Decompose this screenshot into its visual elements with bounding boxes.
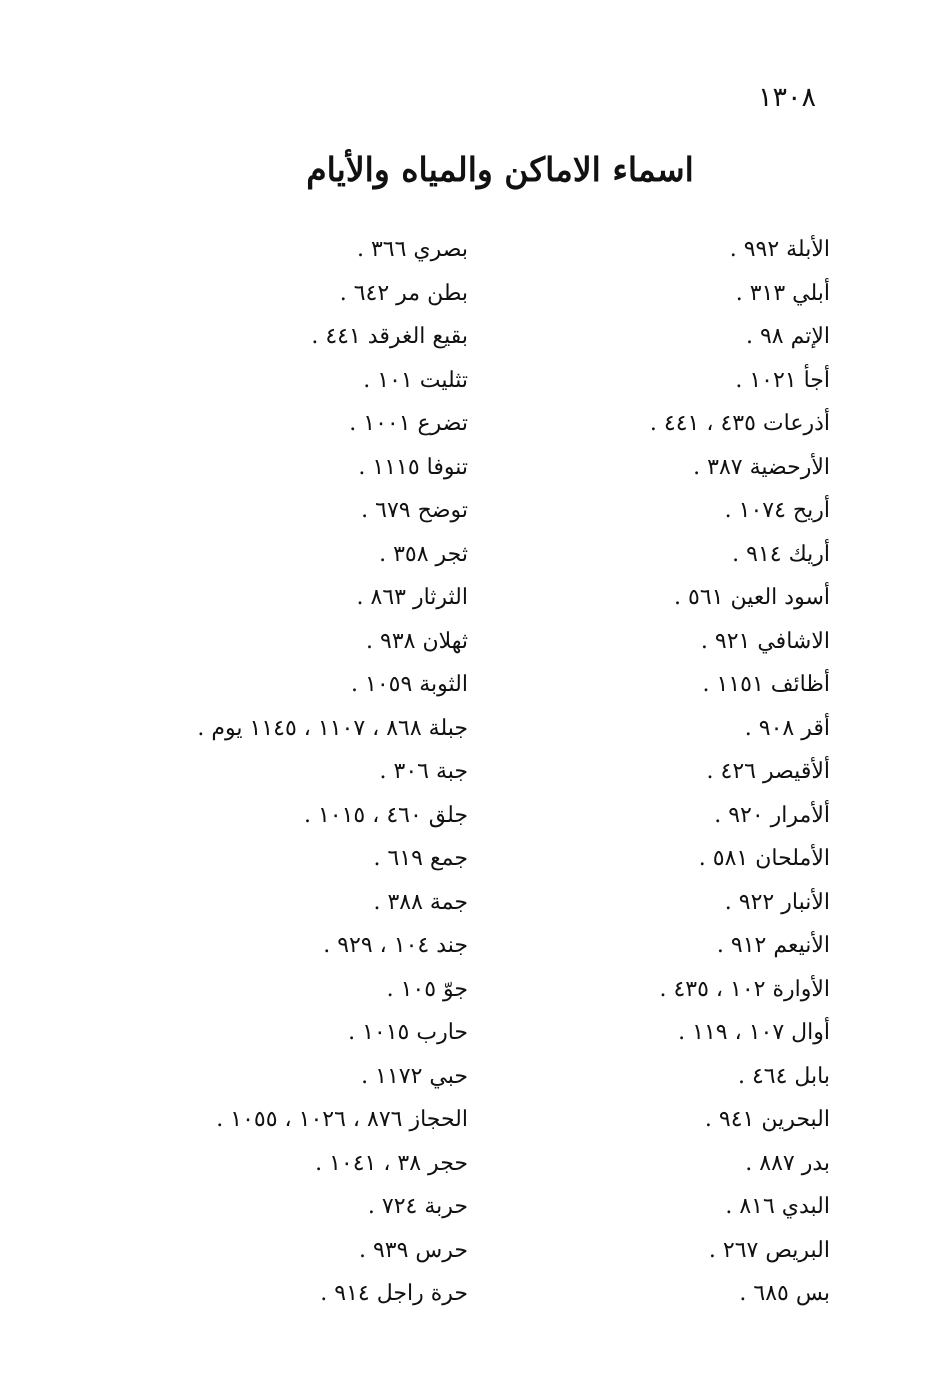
index-entry: أذرعات ٤٣٥ ، ٤٤١ . [649,411,830,436]
index-entry: الأنبار ٩٢٢ . [724,889,830,915]
index-entry: توضح ٦٧٩ . [361,498,468,523]
index-entry: تثليت ١٠١ . [363,367,468,393]
index-entry: جبلة ٨٦٨ ، ١١٠٧ ، ١١٤٥ يوم . [197,715,468,741]
index-entry: الثرثار ٨٦٣ . [356,585,468,610]
index-entry: الإتم ٩٨ . [745,324,830,349]
index-entry: ثجر ٣٥٨ . [379,541,468,567]
index-entry: البريص ٢٦٧ . [708,1237,830,1263]
index-entry: بدر ٨٨٧ . [745,1150,830,1176]
page-number: ١٣٠٨ [757,82,816,113]
index-entry: جلق ٤٦٠ ، ١٠١٥ . [303,802,468,828]
index-entry: الأنيعم ٩١٢ . [716,933,830,958]
index-entry: تنوفا ١١١٥ . [358,454,468,480]
index-entry: أقر ٩٠٨ . [744,715,830,741]
index-entry: الأرحضية ٣٨٧ . [693,454,830,480]
index-entry: البحرين ٩٤١ . [704,1107,830,1132]
index-entry: الأملحان ٥٨١ . [698,846,830,871]
index-entry: جبة ٣٠٦ . [379,759,468,784]
index-entry: الأبلة ٩٩٢ . [729,237,830,262]
index-entry: الثوبة ١٠٥٩ . [351,672,468,697]
index-entry: أجأ ١٠٢١ . [735,367,830,393]
index-column-right [650,228,830,1316]
index-entry: أسود العين ٥٦١ . [674,585,830,610]
index-entry: جمع ٦١٩ . [373,846,468,871]
index-entry: جوّ ١٠٥ . [386,976,468,1002]
index-entry: أظائف ١١٥١ . [702,672,830,697]
index-entry: الاشافي ٩٢١ . [700,628,830,654]
index-entry: أريك ٩١٤ . [732,541,830,567]
index-entry: الأوارة ١٠٢ ، ٤٣٥ . [659,976,830,1002]
index-entry: حربة ٧٢٤ . [367,1194,468,1219]
index-entry: جمة ٣٨٨ . [373,889,468,915]
index-entry: أوال ١٠٧ ، ١١٩ . [678,1020,830,1045]
index-entry: ثهلان ٩٣٨ . [366,628,468,654]
index-column-left [197,228,468,1316]
index-entry: ألأقيصر ٤٢٦ . [706,759,830,784]
index-entry: حرس ٩٣٩ . [358,1237,468,1263]
index-entry: بقيع الغرقد ٤٤١ . [311,324,468,349]
index-entry: بس ٦٨٥ . [739,1281,830,1306]
index-entry: حجر ٣٨ ، ١٠٤١ . [315,1150,468,1176]
index-entry: حارب ١٠١٥ . [348,1020,468,1045]
index-entry: البدي ٨١٦ . [725,1194,830,1219]
index-entry: حبي ١١٧٢ . [361,1063,468,1089]
index-entry: بابل ٤٦٤ . [737,1063,830,1089]
index-entry: بصري ٣٦٦ . [356,237,468,262]
index-entry: ألأمرار ٩٢٠ . [714,802,830,828]
index-entry: حرة راجل ٩١٤ . [320,1281,468,1306]
page-title: اسماء الاماكن والمياه والأيام [306,150,694,189]
index-entry: الحجاز ٨٧٦ ، ١٠٢٦ ، ١٠٥٥ . [216,1107,468,1132]
index-entry: بطن مر ٦٤٢ . [339,280,468,306]
index-entry: أريح ١٠٧٤ . [724,498,830,523]
index-entry: تضرع ١٠٠١ . [349,411,468,436]
index-entry: جند ١٠٤ ، ٩٢٩ . [323,933,468,958]
index-entry: أبلي ٣١٣ . [735,280,830,306]
